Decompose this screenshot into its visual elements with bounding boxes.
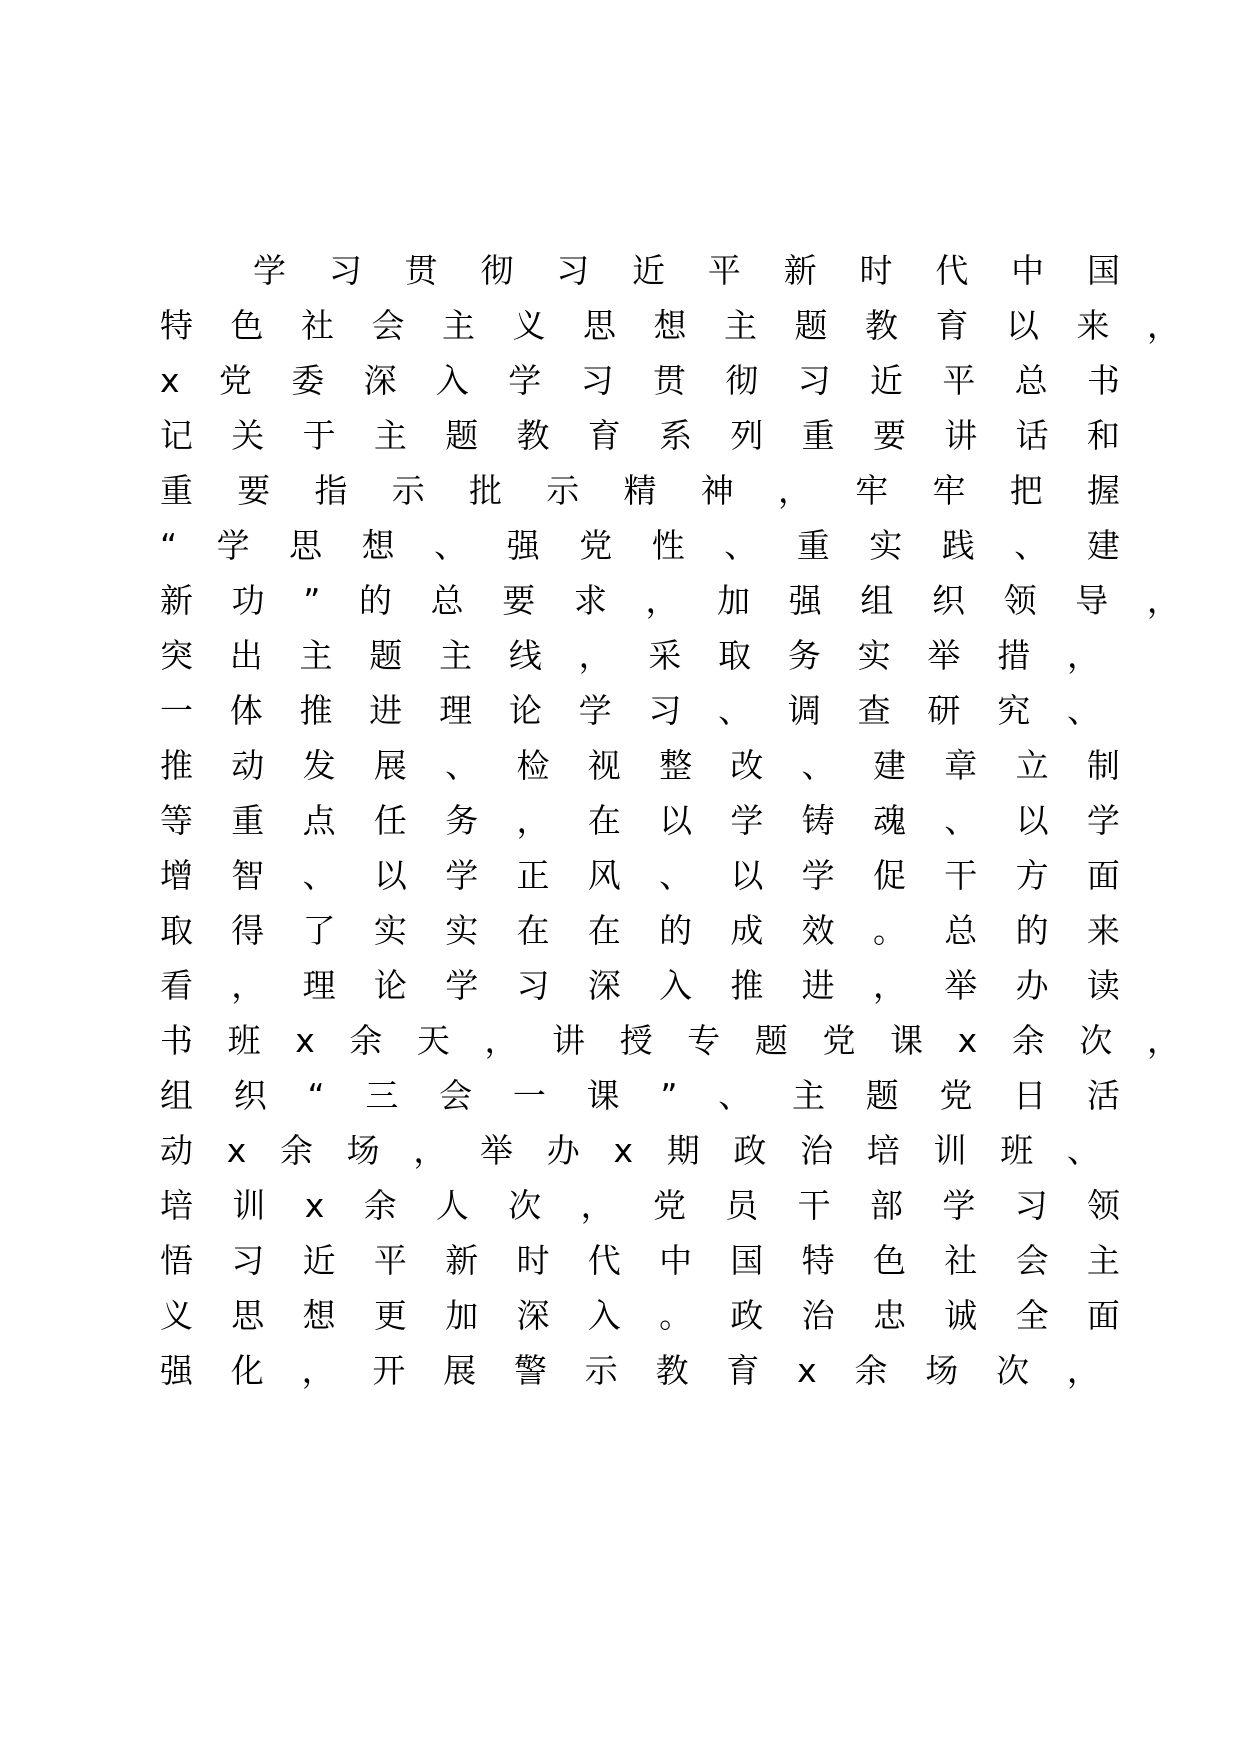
- text-line: 等 重 点 任 务 ， 在 以 学 铸 魂 、 以 学: [160, 801, 1120, 840]
- text-line: 记 关 于 主 题 教 育 系 列 重 要 讲 话 和: [160, 416, 1120, 455]
- text-line: 增 智 、 以 学 正 风 、 以 学 促 干 方 面: [160, 856, 1120, 895]
- text-line: 强 化 ， 开 展 警 示 教 育 x 余 场 次 ，: [160, 1351, 1100, 1390]
- text-line: 推 动 发 展 、 检 视 整 改 、 建 章 立 制: [160, 746, 1120, 785]
- text-line: 学 习 贯 彻 习 近 平 新 时 代 中 国: [253, 251, 1120, 290]
- text-line: 书 班 x 余 天 ， 讲 授 专 题 党 课 x 余 次 ，: [160, 1021, 1180, 1060]
- text-line: 悟 习 近 平 新 时 代 中 国 特 色 社 会 主: [160, 1241, 1120, 1280]
- text-line: 培 训 x 余 人 次 ， 党 员 干 部 学 习 领: [160, 1186, 1120, 1225]
- text-line: “ 学 思 想 、 强 党 性 、 重 实 践 、 建: [160, 526, 1120, 565]
- text-line: x 党 委 深 入 学 习 贯 彻 习 近 平 总 书: [160, 361, 1120, 400]
- text-line: 突 出 主 题 主 线 ， 采 取 务 实 举 措 ，: [160, 636, 1100, 675]
- text-line: 一 体 推 进 理 论 学 习 、 调 查 研 究 、: [160, 691, 1100, 730]
- text-line: 新 功 ” 的 总 要 求 ， 加 强 组 织 领 导 ，: [160, 581, 1180, 620]
- text-line: 重 要 指 示 批 示 精 神 ， 牢 牢 把 握: [160, 471, 1120, 510]
- text-line: 特 色 社 会 主 义 思 想 主 题 教 育 以 来 ，: [160, 306, 1180, 345]
- text-line: 义 思 想 更 加 深 入 。 政 治 忠 诚 全 面: [160, 1296, 1120, 1335]
- text-line: 看 ， 理 论 学 习 深 入 推 进 ， 举 办 读: [160, 966, 1120, 1005]
- text-line: 组 织 “ 三 会 一 课 ” 、 主 题 党 日 活: [160, 1076, 1120, 1115]
- text-line: 动 x 余 场 ， 举 办 x 期 政 治 培 训 班 、: [160, 1131, 1100, 1170]
- text-line: 取 得 了 实 实 在 在 的 成 效 。 总 的 来: [160, 911, 1120, 950]
